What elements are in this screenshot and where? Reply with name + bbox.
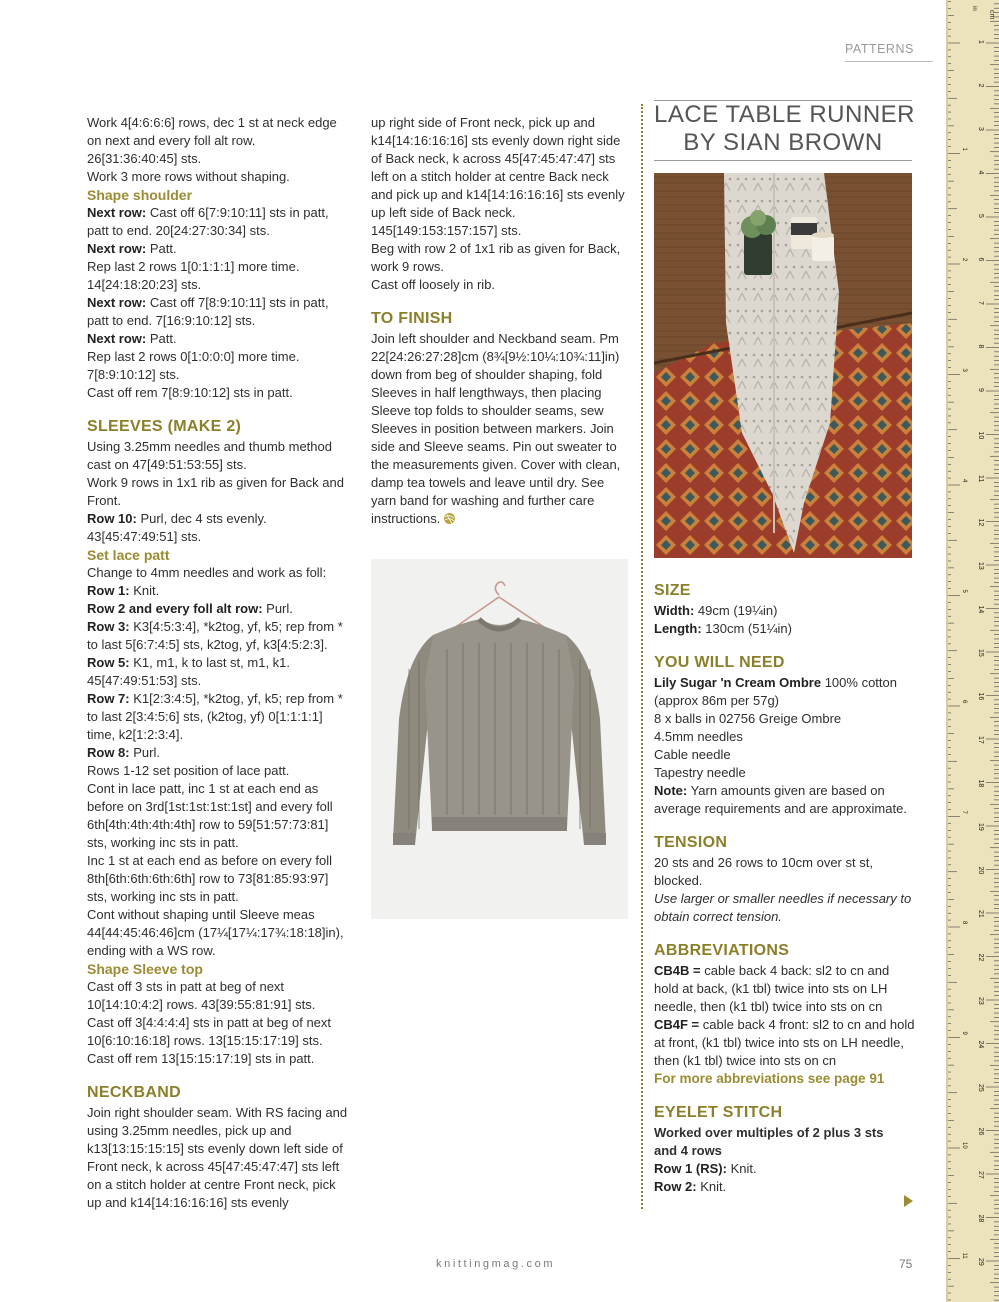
tension-text: 20 sts and 26 rows to 10cm over st st, blocked. bbox=[654, 855, 873, 888]
ruler-in-label: 6 bbox=[961, 700, 967, 704]
paragraph: Work 3 more rows without shaping. bbox=[87, 169, 290, 184]
paragraph: Work 4[4:6:6:6] rows, dec 1 st at neck edge on next and every foll alt row. 26[31:36:40:45] sts. bbox=[87, 115, 337, 166]
ruler-cm-label: 20 bbox=[977, 866, 984, 875]
more-abbreviations-link[interactable]: For more abbreviations see page 91 bbox=[654, 1071, 885, 1086]
column-2 bbox=[371, 114, 627, 530]
ruler-in-label: 3 bbox=[961, 368, 967, 372]
ruler-cm-label: 24 bbox=[977, 1040, 984, 1049]
ruler-in-label: 4 bbox=[961, 479, 967, 483]
title-line-1: LACE TABLE RUNNER bbox=[654, 101, 916, 128]
eyelet-sub-2: and 4 rows bbox=[654, 1143, 722, 1158]
yarn-ball-icon bbox=[443, 512, 456, 530]
ruler-cm-label: 26 bbox=[977, 1127, 984, 1136]
heading-size: SIZE bbox=[654, 582, 691, 599]
ruler-edge bbox=[946, 0, 948, 1302]
row-text: Cast off 7[8:9:10:11] sts in patt, patt to end. 7[16:9:10:12] sts. bbox=[87, 295, 329, 328]
paragraph: Using 3.25mm needles and thumb method cast on 47[49:51:53:55] sts. bbox=[87, 439, 332, 472]
yarn bbox=[654, 674, 916, 710]
column-divider bbox=[641, 104, 643, 1209]
ruler-in-label: 1 bbox=[961, 147, 967, 151]
heading-eyelet-stitch: EYELET STITCH bbox=[654, 1104, 783, 1121]
instruction bbox=[87, 240, 349, 258]
sweater-photo bbox=[371, 559, 628, 919]
ruler-cm-label: 15 bbox=[977, 649, 984, 657]
yarn-name: Lily Sugar 'n Cream Ombre bbox=[654, 675, 822, 690]
row-label: Next row: bbox=[87, 331, 147, 346]
ruler-in-label: 10 bbox=[961, 1142, 967, 1149]
ruler-cm-label: 1 bbox=[977, 40, 984, 44]
ruler-cm-label: 23 bbox=[977, 997, 984, 1005]
heading-tension: TENSION bbox=[654, 834, 728, 851]
ruler-cm-label: 5 bbox=[977, 214, 984, 218]
row-label: Next row: bbox=[87, 205, 147, 220]
heading-abbreviations: ABBREVIATIONS bbox=[654, 942, 790, 959]
cb4b-label: CB4B = bbox=[654, 963, 701, 978]
row-text: Purl. bbox=[262, 601, 293, 616]
ruler-cm-label: 8 bbox=[977, 344, 984, 349]
ruler-cm-label: 6 bbox=[977, 257, 984, 262]
row-label: Next row: bbox=[87, 241, 147, 256]
tension-italic: Use larger or smaller needles if necessary to obtain correct tension. bbox=[654, 891, 912, 924]
heading-neckband: NECKBAND bbox=[87, 1084, 181, 1101]
ruler-cm-label: 12 bbox=[977, 518, 984, 527]
ruler-cm-label: 21 bbox=[977, 910, 984, 918]
cable-needle: Cable needle bbox=[654, 747, 731, 762]
table-runner-photo bbox=[654, 173, 912, 558]
section-label: PATTERNS bbox=[845, 42, 914, 56]
row-text: Cast off 6[7:9:10:11] sts in patt, patt to end. 20[24:27:30:34] sts. bbox=[87, 205, 329, 238]
ruler-cm-label: 16 bbox=[977, 692, 984, 701]
row-label: Row 2 and every foll alt row: bbox=[87, 601, 263, 616]
paragraph: Cast off rem 7[8:9:10:12] sts in patt. bbox=[87, 385, 293, 400]
continue-arrow-icon[interactable] bbox=[904, 1195, 913, 1207]
ruler-cm-label: 17 bbox=[977, 736, 984, 744]
instruction bbox=[87, 294, 349, 330]
ruler-unit-cm: cm bbox=[988, 10, 995, 20]
eyelet-row-1 bbox=[654, 1160, 916, 1178]
instruction bbox=[87, 654, 349, 690]
ruler-cm-label: 10 bbox=[977, 431, 984, 440]
ruler-unit-in: in bbox=[971, 6, 977, 11]
row-text: Purl, dec 4 sts evenly. 43[45:47:49:51] sts. bbox=[87, 511, 267, 544]
instruction bbox=[87, 330, 349, 348]
erow1-label: Row 1 (RS): bbox=[654, 1161, 727, 1176]
row-text: K3[4:5:3:4], *k2tog, yf, k5; rep from * to last 5[6:7:4:5] sts, k2tog, yf, k3[4:5:2:3]. bbox=[87, 619, 343, 652]
instruction bbox=[87, 582, 349, 600]
ruler-cm-label: 4 bbox=[977, 170, 984, 175]
ruler-in-label: 9 bbox=[961, 1031, 967, 1035]
tapestry-needle: Tapestry needle bbox=[654, 765, 746, 780]
row-label: Row 8: bbox=[87, 745, 130, 760]
abbrev-cb4b bbox=[654, 962, 916, 1016]
row-label: Row 5: bbox=[87, 655, 130, 670]
ruler-in-label: 11 bbox=[961, 1252, 967, 1259]
erow2-label: Row 2: bbox=[654, 1179, 697, 1194]
title-rule-bottom bbox=[654, 160, 912, 161]
ruler-cm-label: 11 bbox=[977, 475, 984, 483]
ruler-cm-label: 22 bbox=[977, 953, 984, 962]
note-label: Note: bbox=[654, 783, 688, 798]
width-label: Width: bbox=[654, 603, 695, 618]
erow2-text: Knit. bbox=[696, 1179, 727, 1194]
paragraph: Cast off rem 13[15:15:17:19] sts in patt. bbox=[87, 1051, 315, 1066]
paragraph: Change to 4mm needles and work as foll: bbox=[87, 565, 327, 580]
subheading-set-lace: Set lace patt bbox=[87, 547, 170, 563]
size-width bbox=[654, 602, 916, 620]
paragraph: Cast off loosely in rib. bbox=[371, 277, 496, 292]
heading-to-finish: TO FINISH bbox=[371, 310, 453, 327]
paragraph bbox=[371, 330, 627, 530]
paragraph: Cast off 3 sts in patt at beg of next 10[14:10:4:2] rows. 43[39:55:81:91] sts. bbox=[87, 979, 316, 1012]
ruler-cm-label: 18 bbox=[977, 779, 984, 788]
length-value: 130cm (51¼in) bbox=[701, 621, 792, 636]
ruler-cm-label: 28 bbox=[977, 1214, 984, 1223]
instruction bbox=[87, 600, 349, 618]
heading-you-will-need: YOU WILL NEED bbox=[654, 654, 785, 671]
cb4f-text: cable back 4 front: sl2 to cn and hold at front, (k1 tbl) twice into sts on LH needle, then (k1 tbl) twice into sts on cn bbox=[654, 1017, 915, 1068]
size-length bbox=[654, 620, 916, 638]
row-label: Row 7: bbox=[87, 691, 130, 706]
row-label: Next row: bbox=[87, 295, 147, 310]
pattern-title bbox=[654, 100, 916, 161]
ruler-cm-label: 9 bbox=[977, 388, 984, 392]
ruler-in-label: 8 bbox=[961, 921, 967, 925]
row-text: K1, m1, k to last st, m1, k1. 45[47:49:51:53] sts. bbox=[87, 655, 291, 688]
ruler-cm-label: 7 bbox=[977, 301, 984, 305]
abbrev-cb4f bbox=[654, 1016, 916, 1070]
paragraph: Join right shoulder seam. With RS facing and using 3.25mm needles, pick up and k13[13:15:15:15] sts evenly down left side of Front neck, k across 45[47:45:47:47] sts left on a stitch holder at centre Front neck, pick up and k14[14:16:16:16] sts evenly bbox=[87, 1105, 348, 1210]
row-text: Purl. bbox=[129, 745, 160, 760]
eyelet-sub-1: Worked over multiples of 2 plus 3 sts bbox=[654, 1125, 884, 1140]
paragraph: Cont without shaping until Sleeve meas 44[44:45:46:46]cm (17¼[17¼:17¾:18:18]in), ending with a WS row. bbox=[87, 907, 344, 958]
column-3 bbox=[654, 580, 916, 1196]
ruler-cm-label: 29 bbox=[977, 1258, 984, 1266]
paragraph: up right side of Front neck, pick up and k14[14:16:16:16] sts evenly down right side of Back neck, k across 45[47:45:47:47] sts left on a stitch holder at centre Back neck and pick up and k14[14:16:16:16] sts evenly up left side of Back neck. 145[149:153:157:157] sts. bbox=[371, 115, 625, 238]
ruler-in-label: 7 bbox=[961, 810, 967, 814]
ruler-cm-label: 19 bbox=[977, 823, 984, 831]
ruler-cm-label: 13 bbox=[977, 562, 984, 570]
row-label: Row 3: bbox=[87, 619, 130, 634]
instruction bbox=[87, 744, 349, 762]
subheading-shape-sleeve-top: Shape Sleeve top bbox=[87, 961, 203, 977]
row-label: Row 10: bbox=[87, 511, 137, 526]
finish-text: Join left shoulder and Neckband seam. Pm 22[24:26:27:28]cm (8¾[9½:10¼:10¾:11]in) down from beg of shoulder shaping, fold Sleeves in half lengthways, then placing Sleeve top folds to shoulder seams, sew Sleeves in position between markers. Join side and Sleeve seams. Pin out sweater to the measurements given. Cover with clean, damp tea towels and leave until dry. See yarn band for washing and further care instructions. bbox=[371, 331, 621, 526]
subheading-shape-shoulder: Shape shoulder bbox=[87, 187, 193, 203]
column-1 bbox=[87, 114, 349, 1212]
yarn-desc: 100% cotton (approx 86m per 57g) bbox=[654, 675, 897, 708]
ruler-in-label: 5 bbox=[961, 589, 967, 593]
instruction bbox=[87, 510, 349, 546]
ruler-cm-label: 25 bbox=[977, 1084, 984, 1092]
note-text: Yarn amounts given are based on average requirements and are approximate. bbox=[654, 783, 907, 816]
ruler-in-label: 2 bbox=[961, 258, 967, 262]
row-text: Patt. bbox=[146, 331, 177, 346]
instruction bbox=[87, 618, 349, 654]
ruler-cm-label: 2 bbox=[977, 83, 984, 88]
paragraph: Beg with row 2 of 1x1 rib as given for Back, work 9 rows. bbox=[371, 241, 621, 274]
row-text: Patt. bbox=[146, 241, 177, 256]
cb4b-text: cable back 4 back: sl2 to cn and hold at back, (k1 tbl) twice into sts on LH needle, then (k1 tbl) twice into sts on cn bbox=[654, 963, 890, 1014]
needles: 4.5mm needles bbox=[654, 729, 743, 744]
paragraph: Cast off 3[4:4:4:4] sts in patt at beg of next 10[6:10:16:18] rows. 13[15:15:17:19] sts. bbox=[87, 1015, 332, 1048]
paragraph: Rows 1-12 set position of lace patt. bbox=[87, 763, 290, 778]
measuring-ruler bbox=[946, 0, 999, 1302]
paragraph: Cont in lace patt, inc 1 st at each end as before on 3rd[1st:1st:1st:1st] and every foll 6th[4th:4th:4th:4th] row to 59[51:57:73:81] sts, working inc sts in patt. bbox=[87, 781, 333, 850]
erow1-text: Knit. bbox=[726, 1161, 757, 1176]
width-value: 49cm (19¼in) bbox=[694, 603, 778, 618]
balls: 8 x balls in 02756 Greige Ombre bbox=[654, 711, 842, 726]
ruler-cm-label: 3 bbox=[977, 127, 984, 131]
eyelet-row-2 bbox=[654, 1178, 916, 1196]
footer-site: knittingmag.com bbox=[436, 1258, 556, 1270]
row-text: Knit. bbox=[129, 583, 160, 598]
title-line-2: BY SIAN BROWN bbox=[683, 129, 883, 156]
page-number: 75 bbox=[899, 1257, 913, 1271]
length-label: Length: bbox=[654, 621, 702, 636]
paragraph: Rep last 2 rows 0[1:0:0:0] more time. 7[8:9:10:12] sts. bbox=[87, 349, 300, 382]
section-rule bbox=[845, 61, 933, 62]
row-text: K1[2:3:4:5], *k2tog, yf, k5; rep from * to last 2[3:4:5:6] sts, (k2tog, yf) 0[1:1:1:1] time, k2[1:2:3:4]. bbox=[87, 691, 343, 742]
paragraph: Work 9 rows in 1x1 rib as given for Back and Front. bbox=[87, 475, 344, 508]
instruction bbox=[87, 690, 349, 744]
row-label: Row 1: bbox=[87, 583, 130, 598]
note bbox=[654, 782, 916, 818]
paragraph: Rep last 2 rows 1[0:1:1:1] more time. 14[24:18:20:23] sts. bbox=[87, 259, 300, 292]
paragraph: Inc 1 st at each end as before on every foll 8th[6th:6th:6th:6th] row to 73[81:85:93:97] sts, working inc sts in patt. bbox=[87, 853, 332, 904]
heading-sleeves: SLEEVES (MAKE 2) bbox=[87, 418, 242, 435]
ruler-cm-label: 14 bbox=[977, 605, 984, 614]
cb4f-label: CB4F = bbox=[654, 1017, 700, 1032]
instruction bbox=[87, 204, 349, 240]
ruler-cm-label: 27 bbox=[977, 1171, 984, 1179]
